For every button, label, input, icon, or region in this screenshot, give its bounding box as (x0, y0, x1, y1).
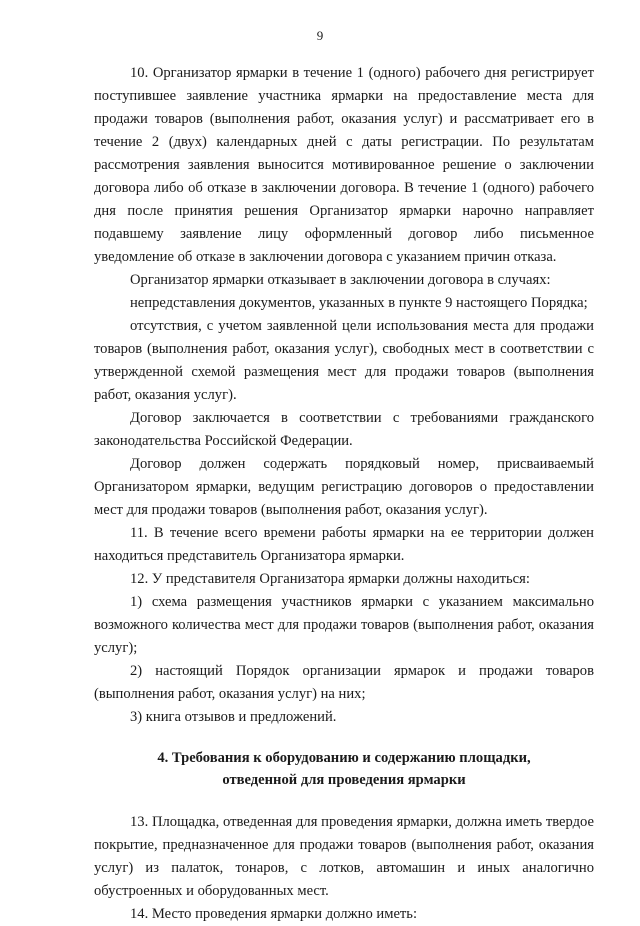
document-body (94, 62, 594, 926)
paragraph-refusal-case-no-places: отсутствия, с учетом заявленной цели использования места для продажи товаров (выполнения работ, оказания услуг), свободных мест в соответствии с утвержденной схемой размещения мест для продажи товаров (выполнения работ, оказания услуг). (94, 318, 594, 403)
paragraph-refusal-case-documents: непредставления документов, указанных в пункте 9 настоящего Порядка; (130, 295, 588, 311)
paragraph-13: 13. Площадка, отведенная для проведения ярмарки, должна иметь твердое покрытие, предназначенное для продажи товаров (выполнения работ, оказания услуг) из палаток, тонаров, с лотков, автомашин и иных аналогично обустроенных и оборудованных мест. (94, 814, 594, 899)
section-heading (94, 747, 594, 791)
paragraph-14: 14. Место проведения ярмарки должно иметь: (130, 906, 418, 922)
section-heading-line-1: 4. Требования к оборудованию и содержанию площадки, (157, 750, 531, 766)
paragraph-contract-law: Договор заключается в соответствии с требованиями гражданского законодательства Российской Федерации. (94, 410, 594, 449)
paragraph-contract-number: Договор должен содержать порядковый номер, присваиваемый Организатором ярмарки, ведущим регистрацию договоров о предоставлении мест для продажи товаров (выполнения работ, оказания услуг). (94, 456, 594, 518)
list-item-2: 2) настоящий Порядок организации ярмарок и продажи товаров (выполнения работ, оказания услуг) на них; (94, 663, 594, 702)
list-item-1: 1) схема размещения участников ярмарки с указанием максимально возможного количества мест для продажи товаров (выполнения работ, оказания услуг); (94, 594, 594, 656)
paragraph-refusal-cases: Организатор ярмарки отказывает в заключении договора в случаях: (130, 272, 551, 288)
section-heading-line-2: отведенной для проведения ярмарки (222, 772, 466, 788)
list-item-3: 3) книга отзывов и предложений. (130, 709, 337, 725)
paragraph-11: 11. В течение всего времени работы ярмарки на ее территории должен находиться представитель Организатора ярмарки. (94, 525, 594, 564)
paragraph-10: 10. Организатор ярмарки в течение 1 (одного) рабочего дня регистрирует поступившее заявление участника ярмарки на предоставление места для продажи товаров (выполнения работ, оказания услуг) и рассматривает его в течение 2 (двух) календарных дней с даты регистрации. По результатам рассмотрения заявления выносится мотивированное решение о заключении договора либо об отказе в заключении договора. В течение 1 (одного) рабочего дня после принятия решения Организатор ярмарки нарочно направляет подавшему заявление лицу оформленный договор либо письменное уведомление об отказе в заключении договора с указанием причин отказа. (94, 65, 594, 265)
paragraph-12: 12. У представителя Организатора ярмарки должны находиться: (130, 571, 530, 587)
page-number: 9 (316, 28, 324, 43)
